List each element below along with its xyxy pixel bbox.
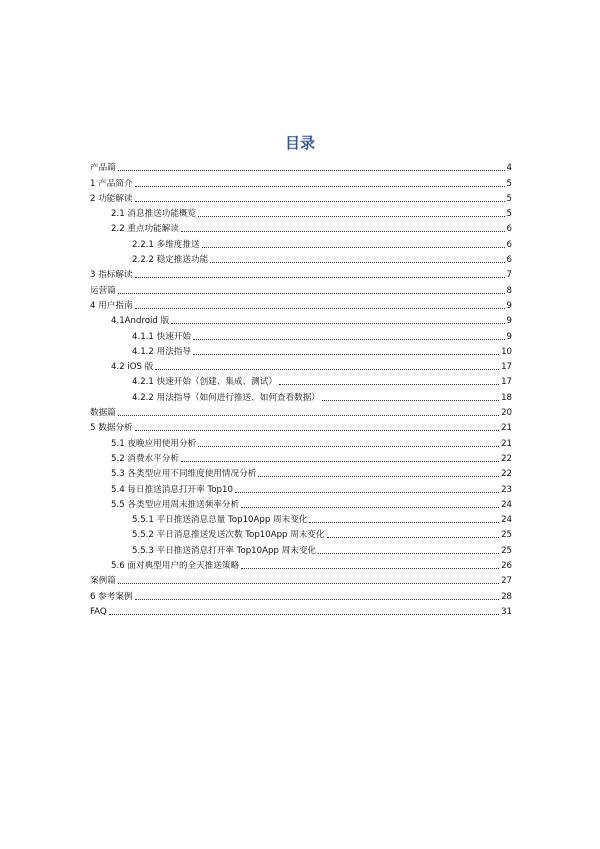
toc-leader-dots	[202, 246, 505, 248]
toc-entry[interactable]	[90, 234, 512, 249]
toc-entry-label: 5.4 每日推送消息打开率 Top10	[111, 484, 233, 495]
toc-entry[interactable]	[90, 342, 512, 357]
toc-entry-label: 5.5.1 平日推送消息总量 Top10App 周末变化	[132, 515, 308, 526]
toc-entry[interactable]	[90, 449, 512, 464]
toc-entry-label: 运营篇	[90, 285, 116, 296]
toc-entry[interactable]	[90, 556, 512, 571]
toc-leader-dots	[279, 383, 499, 385]
toc-entry-page-number: 6	[506, 255, 512, 266]
toc-entry-label: 4.2.2 用法指导（如何进行推送、如何查看数据）	[132, 392, 320, 403]
toc-entry-page-number: 28	[501, 591, 512, 602]
toc-entry-page-number: 9	[506, 316, 512, 327]
toc-entry[interactable]	[90, 571, 512, 586]
toc-entry-label: 5 数据分析	[90, 423, 133, 434]
toc-entry-page-number: 5	[506, 178, 512, 189]
toc-entry[interactable]	[90, 479, 512, 494]
toc-entry-page-number: 26	[501, 561, 512, 572]
toc-leader-dots	[198, 215, 504, 217]
toc-entry[interactable]	[90, 464, 512, 479]
toc-leader-dots	[118, 169, 505, 171]
toc-entry-page-number: 7	[506, 270, 512, 281]
toc-leader-dots	[118, 414, 499, 416]
toc-entry[interactable]	[90, 495, 512, 510]
toc-leader-dots	[118, 582, 499, 584]
toc-entry-page-number: 17	[501, 362, 512, 373]
toc-entry[interactable]	[90, 525, 512, 540]
toc-entry-page-number: 5	[506, 209, 512, 220]
toc-entry-page-number: 27	[501, 576, 512, 587]
toc-entry-label: 5.1 夜晚应用使用分析	[111, 438, 197, 449]
toc-entry[interactable]	[90, 372, 512, 387]
toc-entry-label: 5.5.2 平日消息推送发送次数 Top10App 周末变化	[132, 530, 325, 541]
toc-entry-label: 数据篇	[90, 408, 116, 419]
toc-entry-label: 5.6 面对典型用户的全天推送策略	[111, 561, 240, 572]
toc-leader-dots	[155, 368, 499, 370]
toc-entry-page-number: 21	[501, 438, 512, 449]
toc-leader-dots	[181, 230, 505, 232]
page-title: 目录	[284, 134, 315, 152]
toc-leader-dots	[135, 276, 505, 278]
toc-entry-label: 6 参考案例	[90, 591, 133, 602]
toc-entry-label: 5.3 各类型应用不同维度使用情况分析	[111, 469, 257, 480]
toc-leader-dots	[210, 261, 504, 263]
toc-entry-page-number: 22	[501, 469, 512, 480]
toc-entry-page-number: 9	[506, 331, 512, 342]
toc-entry[interactable]	[90, 540, 512, 555]
toc-entry[interactable]	[90, 265, 512, 280]
toc-leader-dots	[135, 598, 499, 600]
toc-leader-dots	[258, 475, 499, 477]
toc-leader-dots	[322, 399, 499, 401]
toc-entry[interactable]	[90, 219, 512, 234]
toc-entry[interactable]	[90, 250, 512, 265]
toc-entry-label: 3 指标解读	[90, 270, 133, 281]
toc-entry-label: 1 产品简介	[90, 178, 133, 189]
toc-entry-label: 2 功能解读	[90, 193, 133, 204]
toc-entry[interactable]	[90, 357, 512, 372]
toc-entry-page-number: 31	[501, 606, 512, 617]
toc-entry[interactable]	[90, 510, 512, 525]
toc-entry-page-number: 10	[501, 346, 512, 357]
toc-entry-page-number: 8	[506, 285, 512, 296]
toc-entry[interactable]	[90, 296, 512, 311]
toc-entry[interactable]	[90, 586, 512, 601]
toc-entry[interactable]	[90, 403, 512, 418]
toc-entry-label: 5.5 各类型应用周末推送频率分析	[111, 499, 240, 510]
toc-leader-dots	[241, 506, 499, 508]
toc-entry-label: 4.1Android 版	[111, 316, 170, 327]
toc-entry[interactable]	[90, 418, 512, 433]
toc-entry-label: 4.1.2 用法指导	[132, 346, 191, 357]
toc-entry-label: 2.1 消息推送功能概览	[111, 209, 197, 220]
toc-entry[interactable]	[90, 173, 512, 188]
toc-entry-page-number: 6	[506, 239, 512, 250]
toc-leader-dots	[171, 322, 504, 324]
toc-entry-page-number: 25	[501, 545, 512, 556]
toc-entry[interactable]	[90, 326, 512, 341]
toc-leader-dots	[327, 536, 499, 538]
toc-entry-page-number: 5	[506, 193, 512, 204]
toc-entry-page-number: 6	[506, 224, 512, 235]
toc-entry[interactable]	[90, 204, 512, 219]
toc-entry[interactable]	[90, 280, 512, 295]
toc-entry-label: 产品篇	[90, 163, 116, 174]
toc-entry[interactable]	[90, 311, 512, 326]
toc-entry-page-number: 24	[501, 515, 512, 526]
toc-entry-label: 5.2 消费水平分析	[111, 453, 179, 464]
toc-entry[interactable]	[90, 189, 512, 204]
toc-leader-dots	[118, 292, 505, 294]
toc-leader-dots	[193, 353, 499, 355]
toc-leader-dots	[109, 613, 499, 615]
toc-entry-page-number: 4	[506, 163, 512, 174]
toc-leader-dots	[135, 429, 499, 431]
toc-entry-label: 4.2.1 快速开始（创建、集成、测试）	[132, 377, 277, 388]
toc-leader-dots	[135, 185, 505, 187]
toc-entry-label: FAQ	[90, 606, 107, 617]
toc-entry-page-number: 22	[501, 453, 512, 464]
toc-leader-dots	[193, 338, 505, 340]
toc-entry-page-number: 23	[501, 484, 512, 495]
toc-entry-page-number: 20	[501, 408, 512, 419]
table-of-contents	[90, 158, 512, 617]
toc-entry[interactable]	[90, 158, 512, 173]
toc-entry-label: 案例篇	[90, 576, 116, 587]
toc-entry[interactable]	[90, 433, 512, 448]
toc-entry-page-number: 9	[506, 300, 512, 311]
toc-leader-dots	[135, 307, 505, 309]
toc-entry[interactable]	[90, 387, 512, 402]
toc-leader-dots	[135, 200, 505, 202]
toc-leader-dots	[198, 445, 499, 447]
toc-entry[interactable]	[90, 602, 512, 617]
toc-entry-page-number: 17	[501, 377, 512, 388]
toc-leader-dots	[241, 567, 499, 569]
toc-entry-label: 2.2.2 稳定推送功能	[132, 255, 209, 266]
toc-entry-page-number: 21	[501, 423, 512, 434]
toc-entry-label: 2.2.1 多维度推送	[132, 239, 200, 250]
toc-leader-dots	[309, 521, 499, 523]
toc-entry-label: 5.5.3 平日推送消息打开率 Top10App 周末变化	[132, 545, 317, 556]
toc-entry-label: 4.2 iOS 版	[111, 362, 154, 373]
toc-entry-label: 2.2 重点功能解读	[111, 224, 179, 235]
toc-leader-dots	[318, 552, 499, 554]
toc-entry-label: 4 用户指南	[90, 300, 133, 311]
toc-entry-label: 4.1.1 快速开始	[132, 331, 191, 342]
toc-entry-page-number: 25	[501, 530, 512, 541]
toc-entry-page-number: 24	[501, 499, 512, 510]
toc-leader-dots	[181, 460, 499, 462]
toc-entry-page-number: 18	[501, 392, 512, 403]
toc-leader-dots	[235, 491, 499, 493]
